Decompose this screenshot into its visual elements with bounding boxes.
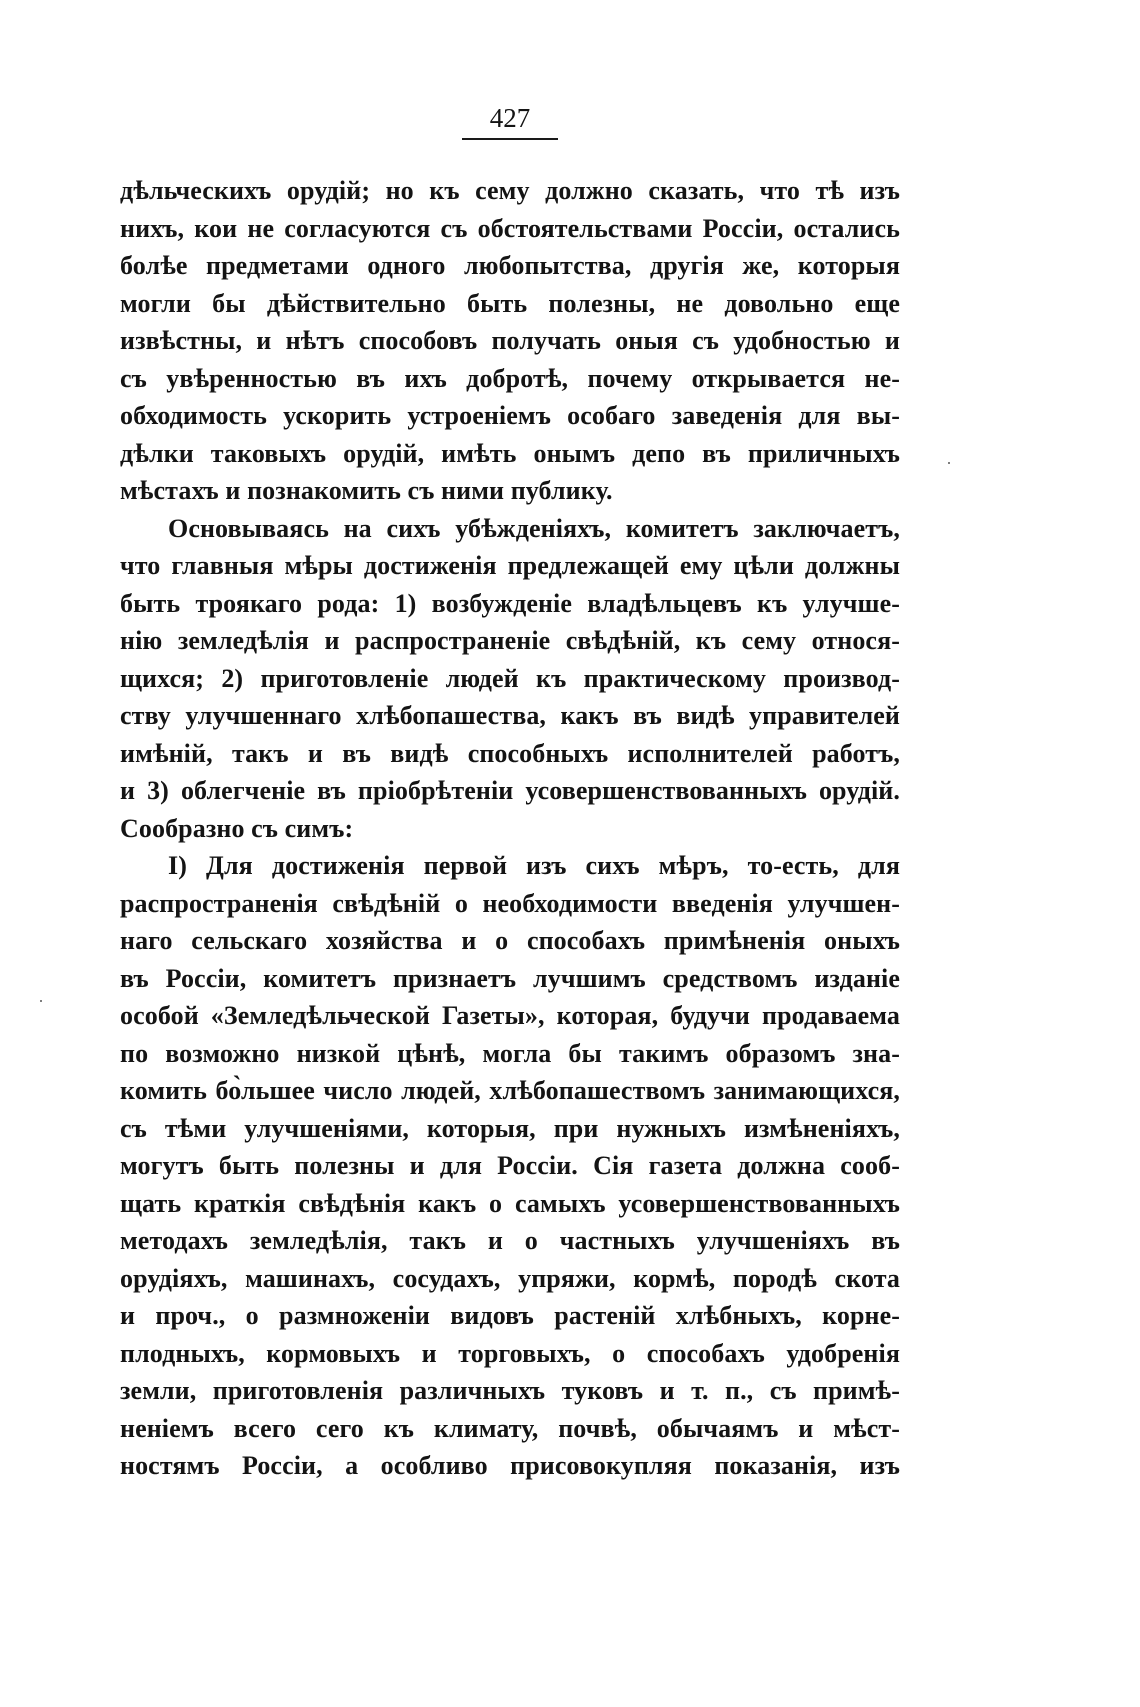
text-line: нію земледѣлія и распространеніе свѣдѣній, къ сему относя- bbox=[120, 626, 900, 655]
text-line: обходимость ускорить устроеніемъ особаго заведенія для вы- bbox=[120, 401, 900, 430]
text-line: плодныхъ, кормовыхъ и торговыхъ, о способахъ удобренія bbox=[120, 1338, 900, 1368]
text-line: орудіяхъ, машинахъ, сосудахъ, упряжи, кормѣ, породѣ скота bbox=[120, 1263, 900, 1293]
text-line: быть троякаго рода: 1) возбужденіе владѣльцевъ къ улучше- bbox=[120, 588, 900, 618]
text-line: щать краткія свѣдѣнія какъ о самыхъ усовершенствованныхъ bbox=[120, 1188, 900, 1218]
text-line: дѣльческихъ орудій; но къ сему должно сказать, что тѣ изъ bbox=[120, 176, 900, 205]
scan-speck bbox=[40, 1000, 42, 1002]
text-line: наго сельскаго хозяйства и о способахъ примѣненія оныхъ bbox=[120, 926, 900, 955]
text-line: дѣлки таковыхъ орудій, имѣть онымъ депо въ приличныхъ bbox=[120, 438, 900, 468]
text-line: методахъ земледѣлія, такъ и о частныхъ улучшеніяхъ въ bbox=[120, 1226, 900, 1255]
text-line: имѣній, такъ и въ видѣ способныхъ исполнителей работъ, bbox=[120, 738, 900, 768]
text-line: комить бо̀льшее число людей, хлѣбопашествомъ занимающихся, bbox=[120, 1076, 900, 1105]
paragraph-start-line: Основываясь на сихъ убѣжденіяхъ, комитетъ заключаетъ, bbox=[168, 513, 900, 543]
text-line: особой «Земледѣльческой Газеты», которая, будучи продаваема bbox=[120, 1001, 900, 1030]
text-line: земли, приготовленія различныхъ туковъ и т. п., съ примѣ- bbox=[120, 1376, 900, 1405]
text-line: извѣстны, и нѣтъ способовъ получать оныя съ удобностью и bbox=[120, 326, 900, 355]
text-line: и 3) облегченіе въ пріобрѣтеніи усовершенствованныхъ орудій. bbox=[120, 776, 900, 805]
text-line: что главныя мѣры достиженія предлежащей ему цѣли должны bbox=[120, 551, 900, 580]
text-line: болѣе предметами одного любопытства, другія же, которыя bbox=[120, 251, 900, 280]
text-line: распространенія свѣдѣній о необходимости введенія улучшен- bbox=[120, 888, 900, 918]
paragraph-start-line: I) Для достиженія первой изъ сихъ мѣръ, то-есть, для bbox=[168, 851, 900, 880]
text-line: ностямъ Россіи, а особливо присовокупляя показанія, изъ bbox=[120, 1451, 900, 1480]
text-line: по возможно низкой цѣнѣ, могла бы такимъ образомъ зна- bbox=[120, 1038, 900, 1068]
text-line: съ тѣми улучшеніями, которыя, при нужныхъ измѣненіяхъ, bbox=[120, 1113, 900, 1143]
paragraph-end-line: мѣстахъ и познакомить съ ними публику. bbox=[120, 476, 613, 505]
text-line: и проч., о размноженіи видовъ растеній хлѣбныхъ, корне- bbox=[120, 1301, 900, 1330]
body-text bbox=[120, 172, 900, 1485]
scan-speck bbox=[948, 462, 950, 464]
text-line: могутъ быть полезны и для Россіи. Сія газета должна сооб- bbox=[120, 1151, 900, 1180]
text-line: могли бы дѣйствительно быть полезны, не довольно еще bbox=[120, 288, 900, 318]
text-line: нихъ, кои не согласуются съ обстоятельствами Россіи, остались bbox=[120, 213, 900, 243]
text-line: неніемъ всего сего къ климату, почвѣ, обычаямъ и мѣст- bbox=[120, 1413, 900, 1443]
text-line: въ Россіи, комитетъ признаетъ лучшимъ средствомъ изданіе bbox=[120, 963, 900, 993]
text-line: съ увѣренностью въ ихъ добротѣ, почему открывается не- bbox=[120, 363, 900, 393]
text-line: ству улучшеннаго хлѣбопашества, какъ въ видѣ управителей bbox=[120, 701, 900, 730]
page-number: 427 bbox=[462, 100, 558, 140]
paragraph-end-line: Сообразно съ симъ: bbox=[120, 813, 354, 843]
text-line: щихся; 2) приготовленіе людей къ практическому производ- bbox=[120, 663, 900, 693]
